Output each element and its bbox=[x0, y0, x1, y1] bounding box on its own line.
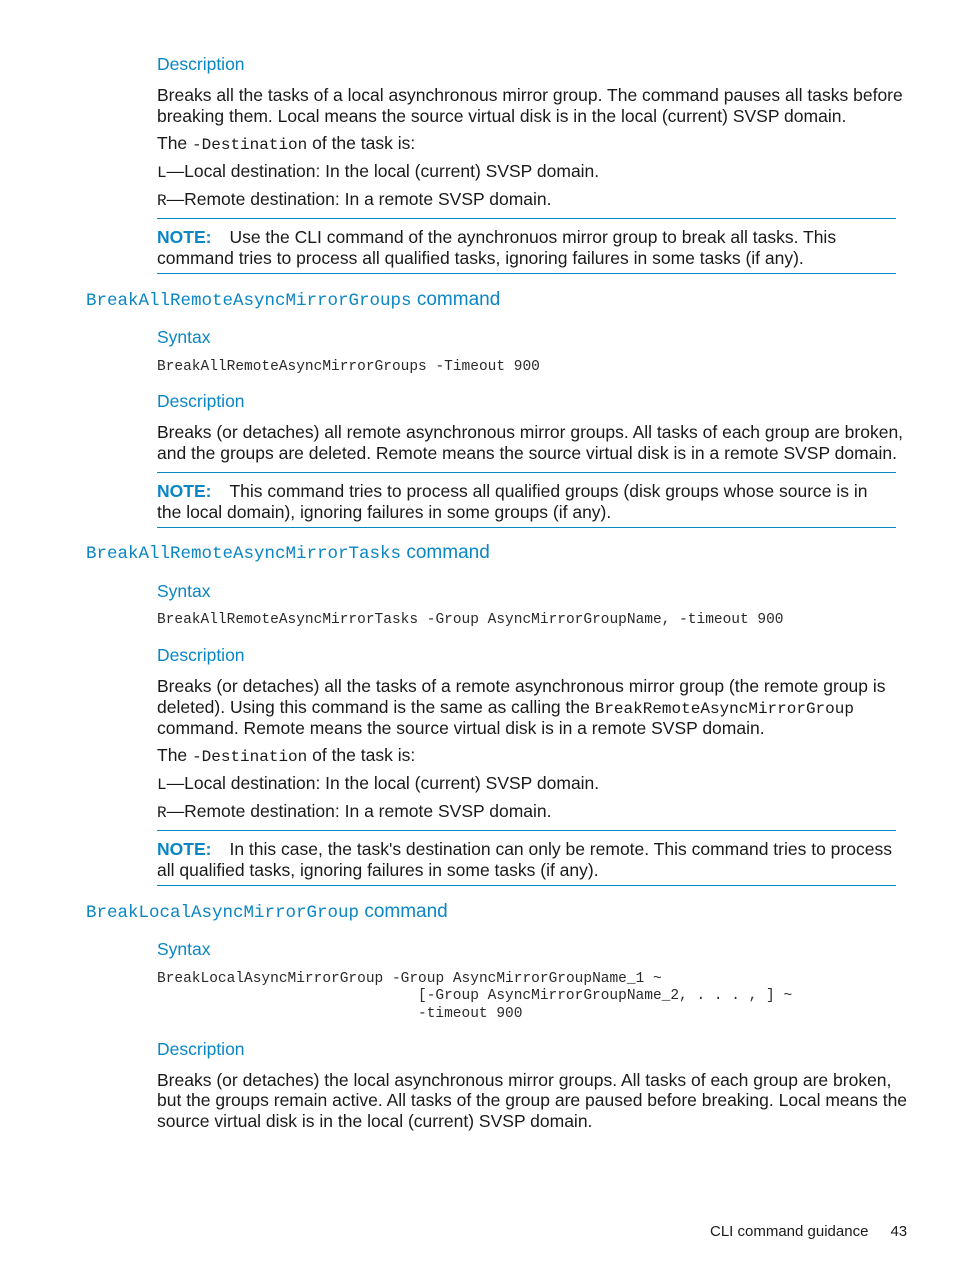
note-bottom-rule bbox=[157, 273, 896, 274]
paragraph-line: Breaks (or detaches) all the tasks of a remote asynchronous mirror group (the remote group is bbox=[157, 676, 886, 696]
command-name: BreakLocalAsyncMirrorGroup bbox=[86, 903, 360, 923]
paragraph-line: Breaks (or detaches) the local asynchronous mirror groups. All tasks of each group are broken, bbox=[157, 1070, 892, 1090]
note-label: NOTE: bbox=[157, 227, 212, 247]
inline-code: R bbox=[157, 804, 167, 822]
syntax-heading: Syntax bbox=[157, 581, 211, 601]
paragraph-line: breaking them. Local means the source virtual disk is in the local (current) SVSP domain. bbox=[157, 106, 847, 126]
syntax-heading: Syntax bbox=[157, 327, 211, 347]
paragraph-line: source virtual disk is in the local (current) SVSP domain. bbox=[157, 1111, 593, 1131]
paragraph-line: and the groups are deleted. Remote means the source virtual disk is in a remote SVSP domain. bbox=[157, 443, 897, 463]
text: The bbox=[157, 133, 193, 153]
note-text: This command tries to process all qualified groups (disk groups whose source is in the local domain), ignoring failures in some groups (if any). bbox=[157, 481, 868, 522]
local-destination-line bbox=[157, 161, 599, 184]
command-word: command bbox=[401, 542, 490, 563]
paragraph-line bbox=[157, 697, 854, 720]
text: of the task is: bbox=[307, 745, 416, 765]
note-top-rule bbox=[157, 472, 896, 473]
text: of the task is: bbox=[307, 133, 416, 153]
description-heading: Description bbox=[157, 54, 245, 74]
note-top-rule bbox=[157, 218, 896, 219]
text: —Local destination: In the local (current) SVSP domain. bbox=[166, 773, 600, 793]
syntax-code: BreakAllRemoteAsyncMirrorTasks -Group AsyncMirrorGroupName, -timeout 900 bbox=[157, 612, 784, 628]
note-bottom-rule bbox=[157, 527, 896, 528]
remote-destination-line bbox=[157, 189, 552, 212]
command-name: BreakAllRemoteAsyncMirrorTasks bbox=[86, 544, 402, 564]
text: deleted). Using this command is the same as calling the bbox=[157, 697, 595, 717]
note-text: In this case, the task's destination can only be remote. This command tries to process all qualified tasks, ignoring failures in some tasks (if any). bbox=[157, 839, 892, 880]
page-number: 43 bbox=[890, 1223, 908, 1240]
inline-code: -Destination bbox=[192, 748, 308, 766]
note-box bbox=[157, 227, 896, 269]
command-name: BreakAllRemoteAsyncMirrorGroups bbox=[86, 291, 412, 311]
paragraph-line: command. Remote means the source virtual disk is in a remote SVSP domain. bbox=[157, 718, 765, 738]
note-top-rule bbox=[157, 830, 896, 831]
syntax-code: -timeout 900 bbox=[418, 1006, 523, 1022]
syntax-code: BreakAllRemoteAsyncMirrorGroups -Timeout 900 bbox=[157, 359, 540, 375]
paragraph-line: Breaks all the tasks of a local asynchronous mirror group. The command pauses all tasks before bbox=[157, 85, 903, 105]
local-destination-line bbox=[157, 773, 599, 796]
note-label: NOTE: bbox=[157, 839, 212, 859]
command-heading bbox=[86, 542, 490, 564]
paragraph-line: Breaks (or detaches) all remote asynchronous mirror groups. All tasks of each group are broken, bbox=[157, 422, 904, 442]
note-bottom-rule bbox=[157, 885, 896, 886]
command-heading bbox=[86, 901, 448, 923]
inline-code: L bbox=[157, 776, 167, 794]
note-box bbox=[157, 839, 896, 881]
inline-code: BreakRemoteAsyncMirrorGroup bbox=[594, 700, 854, 718]
footer bbox=[710, 1223, 907, 1240]
note-label: NOTE: bbox=[157, 481, 212, 501]
inline-code: L bbox=[157, 164, 167, 182]
description-heading: Description bbox=[157, 391, 245, 411]
command-heading bbox=[86, 289, 500, 311]
inline-code: -Destination bbox=[192, 136, 308, 154]
text: —Remote destination: In a remote SVSP domain. bbox=[166, 801, 552, 821]
paragraph-line: but the groups remain active. All tasks of the group are paused before breaking. Local means the bbox=[157, 1090, 908, 1110]
text: The bbox=[157, 745, 193, 765]
command-word: command bbox=[411, 289, 501, 310]
text: —Local destination: In the local (current) SVSP domain. bbox=[166, 161, 600, 181]
destination-line bbox=[157, 745, 415, 768]
note-text: Use the CLI command of the aynchronuos mirror group to break all tasks. This command tries to process all qualified tasks, ignoring failures in some tasks (if any). bbox=[157, 227, 837, 268]
footer-section-title: CLI command guidance bbox=[710, 1223, 869, 1240]
command-word: command bbox=[359, 901, 448, 922]
syntax-code: BreakLocalAsyncMirrorGroup -Group AsyncMirrorGroupName_1 ~ bbox=[157, 971, 662, 987]
text: —Remote destination: In a remote SVSP domain. bbox=[166, 189, 552, 209]
destination-line bbox=[157, 133, 415, 156]
syntax-heading: Syntax bbox=[157, 939, 211, 959]
remote-destination-line bbox=[157, 801, 552, 824]
inline-code: R bbox=[157, 192, 167, 210]
description-heading: Description bbox=[157, 645, 245, 665]
description-heading: Description bbox=[157, 1039, 245, 1059]
syntax-code: [-Group AsyncMirrorGroupName_2, . . . , ] ~ bbox=[418, 988, 793, 1004]
note-box bbox=[157, 481, 896, 523]
